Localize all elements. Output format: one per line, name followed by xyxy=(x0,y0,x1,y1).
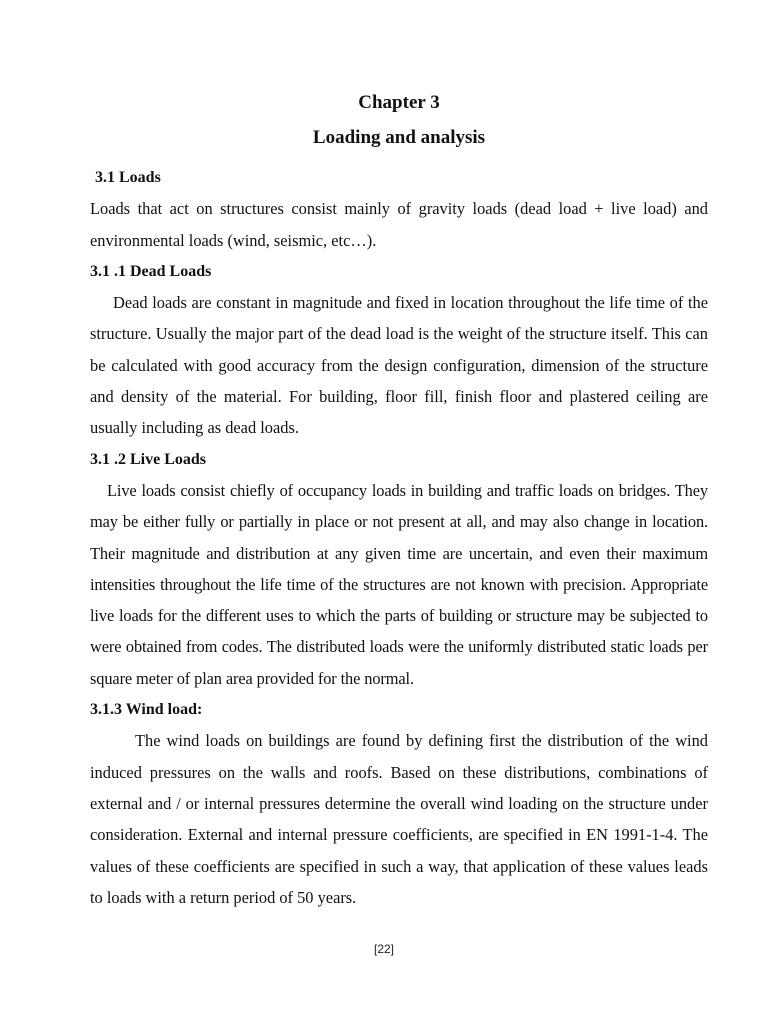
page-body xyxy=(90,162,708,913)
paragraph-dead-loads: Dead loads are constant in magnitude and fixed in location throughout the life time of the structure. Usually the major part of the dead load is the weight of the structure itself. This can be calculated with good accuracy from the design configuration, dimension of the structure and density of the material. For building, floor fill, finish floor and plastered ceiling are usually including as dead loads. xyxy=(90,293,708,438)
paragraph-wind-load: The wind loads on buildings are found by defining first the distribution of the wind induced pressures on the walls and roofs. Based on these distributions, combinations of external and / or internal pressures determine the overall wind loading on the structure under consideration. External and internal pressure coefficients, are specified in EN 1991-1-4. The values of these coefficients are specified in such a way, that application of these values leads to loads with a return period of 50 years. xyxy=(90,731,708,907)
chapter-title: Loading and analysis xyxy=(312,127,486,148)
page-number: [22] xyxy=(373,942,394,956)
section-heading-live-loads: 3.1 .2 Live Loads xyxy=(90,450,207,468)
section-heading-loads: 3.1 Loads xyxy=(95,169,161,186)
paragraph-loads: Loads that act on structures consist mainly of gravity loads (dead load + live load) and environmental loads (wind, seismic, etc…). xyxy=(90,199,708,250)
section-heading-dead-loads: 3.1 .1 Dead Loads xyxy=(90,262,212,280)
paragraph-live-loads: Live loads consist chiefly of occupancy loads in building and traffic loads on bridges. They may be either fully or partially in place or not present at all, and may also change in location. Their magnitude and distribution at any given time are uncertain, and even their maximum intensities throughout the life time of the structures are not known with precision. Appropriate live loads for the different uses to which the parts of building or structure may be subjected to were obtained from codes. The distributed loads were the uniformly distributed static loads per square meter of plan area provided for the normal. xyxy=(90,480,708,688)
chapter-number: Chapter 3 xyxy=(358,92,440,113)
section-heading-wind-load: 3.1.3 Wind load: xyxy=(90,701,203,719)
